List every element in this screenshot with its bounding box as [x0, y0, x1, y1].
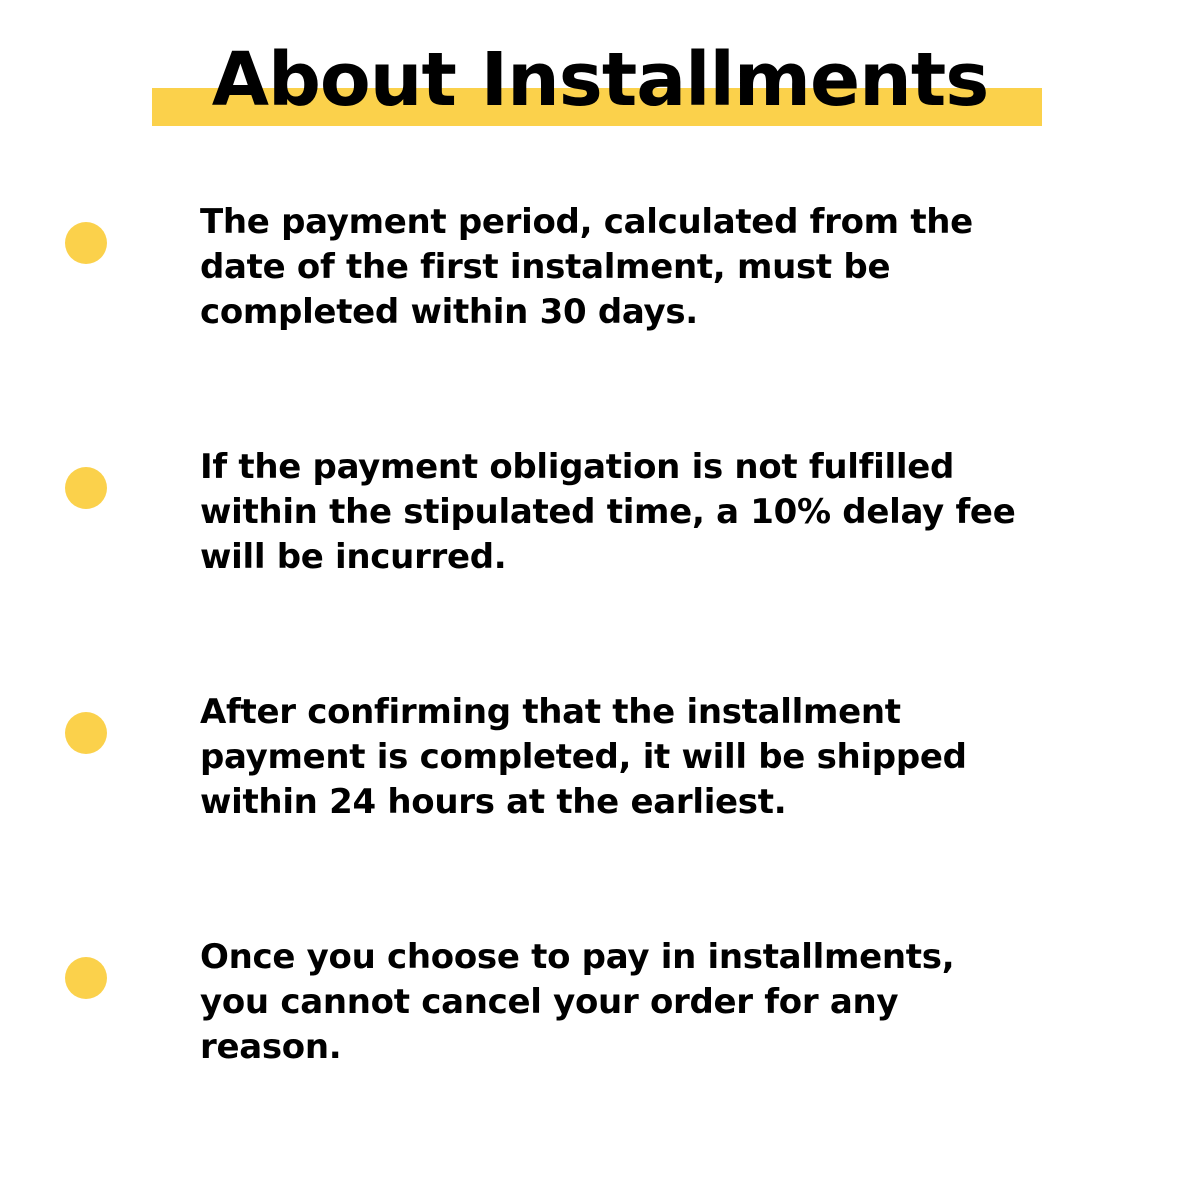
page-title-block	[0, 0, 1200, 150]
dot-bullet-icon	[65, 222, 107, 264]
bullet-wrapper	[0, 660, 200, 754]
list-item-text: Once you choose to pay in installments, you cannot cancel your order for any reason.	[200, 937, 955, 1067]
dot-bullet-icon	[65, 467, 107, 509]
list-item-text: After confirming that the installment payment is completed, it will be shipped within 24 hours at the earliest.	[200, 692, 967, 822]
list-item	[0, 905, 1200, 1150]
list-item	[0, 170, 1200, 415]
dot-bullet-icon	[65, 712, 107, 754]
bullet-wrapper	[0, 905, 200, 999]
installment-terms-list	[0, 170, 1200, 1150]
list-item	[0, 415, 1200, 660]
list-item-text: The payment period, calculated from the date of the first instalment, must be completed within 30 days.	[200, 202, 973, 332]
bullet-wrapper	[0, 170, 200, 264]
dot-bullet-icon	[65, 957, 107, 999]
bullet-wrapper	[0, 415, 200, 509]
list-item-text: If the payment obligation is not fulfilled within the stipulated time, a 10% delay fee will be incurred.	[200, 447, 1016, 577]
page-title: About Installments	[211, 37, 989, 123]
list-item	[0, 660, 1200, 905]
